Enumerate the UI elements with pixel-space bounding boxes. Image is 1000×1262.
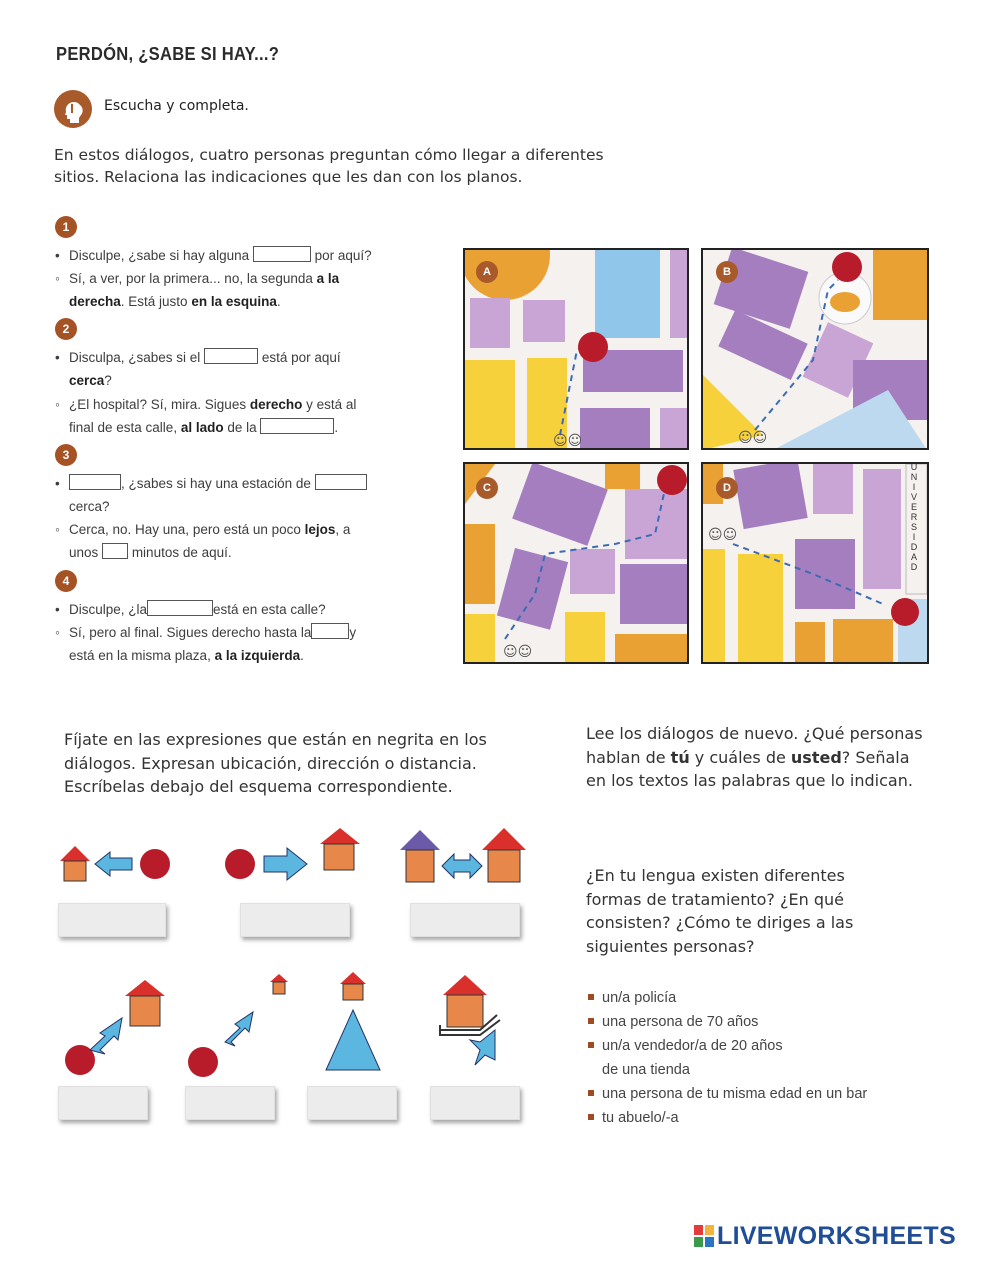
diagonal-arrow-house-icon xyxy=(60,978,170,1078)
dialogue-line: está en la misma plaza, a la izquierda. xyxy=(69,648,304,663)
list-item: una persona de tu misma edad en un bar xyxy=(588,1082,867,1106)
dialogue-line: ◦ Sí, a ver, por la primera... no, la segunda a la xyxy=(55,271,340,286)
instruction-label: Escucha y completa. xyxy=(104,98,249,114)
dialogue-number: 3 xyxy=(55,444,77,466)
liveworksheets-logo: LIVEWORKSHEETS xyxy=(694,1222,956,1251)
answer-box[interactable] xyxy=(430,1086,520,1120)
dialogue-line: • Disculpe, ¿sabe si hay alguna por aquí? xyxy=(55,248,372,263)
persons-list xyxy=(588,986,867,1130)
list-item: una persona de 70 años xyxy=(588,1010,867,1034)
dialogue-line: • Disculpe, ¿la está en esta calle? xyxy=(55,602,326,617)
map-label: B xyxy=(716,261,738,283)
page-title: PERDÓN, ¿SABE SI HAY...? xyxy=(56,44,280,64)
intro-text: En estos diálogos, cuatro personas preguntan cómo llegar a diferentes sitios. Relaciona las indicaciones que les dan con los planos. xyxy=(54,146,604,186)
map-label: D xyxy=(716,477,738,499)
dialogue-line: derecha. Está justo en la esquina. xyxy=(69,294,281,309)
dialogue-line: ◦ Cerca, no. Hay una, pero está un poco lejos, a xyxy=(55,522,351,537)
answer-box[interactable] xyxy=(240,903,350,937)
task4-text: ¿En tu lengua existen diferentes formas de tratamiento? ¿En qué consisten? ¿Cómo te diriges a las siguientes personas? xyxy=(586,866,854,956)
corner-house-icon xyxy=(435,970,515,1075)
list-item: un/a vendedor/a de 20 años xyxy=(588,1034,867,1058)
answer-box[interactable] xyxy=(58,903,166,937)
far-house-arrow-icon xyxy=(185,970,295,1080)
dialogue-number: 4 xyxy=(55,570,77,592)
blank-input[interactable] xyxy=(204,348,258,364)
blank-input[interactable] xyxy=(253,246,311,262)
street-name: U N I V E R S I D A D xyxy=(910,462,918,572)
list-item: de una tienda xyxy=(602,1062,690,1078)
dialogue-number: 1 xyxy=(55,216,77,238)
headphones-icon xyxy=(54,90,92,128)
dialogue-line: • Disculpa, ¿sabes si el está por aquí xyxy=(55,350,341,365)
list-item: un/a policía xyxy=(588,986,867,1010)
blank-input[interactable] xyxy=(260,418,334,434)
map-marker xyxy=(657,465,687,495)
house-left-arrow-icon xyxy=(50,836,180,886)
dot-right-arrow-house-icon xyxy=(222,826,362,886)
svg-text:☺☺: ☺☺ xyxy=(708,527,738,543)
blank-input[interactable] xyxy=(311,623,349,639)
answer-box[interactable] xyxy=(410,903,520,937)
answer-box[interactable] xyxy=(185,1086,275,1120)
task3-text: Lee los diálogos de nuevo. ¿Qué personas hablan de tú y cuáles de usted? Señala en los textos las palabras que lo indican. xyxy=(586,724,923,790)
map-marker xyxy=(891,598,919,626)
straight-arrow-house-icon xyxy=(318,970,388,1080)
blank-input[interactable] xyxy=(69,474,121,490)
map-marker xyxy=(578,332,608,362)
dialogue-line: • , ¿sabes si hay una estación de xyxy=(55,472,367,495)
logo-mark-icon xyxy=(694,1225,714,1247)
dialogue-line: cerca? xyxy=(69,499,110,514)
svg-text:☺☺: ☺☺ xyxy=(553,433,583,448)
dialogue-line: ◦ Sí, pero al final. Sigues derecho hasta la y xyxy=(55,625,357,640)
svg-text:☺☺: ☺☺ xyxy=(503,644,533,660)
map-marker xyxy=(832,252,862,282)
map-label: C xyxy=(476,477,498,499)
list-item: tu abuelo/-a xyxy=(588,1106,867,1130)
blank-input[interactable] xyxy=(315,474,367,490)
dialogue-number: 2 xyxy=(55,318,77,340)
blank-input[interactable] xyxy=(147,600,213,616)
dialogue-line: ◦ ¿El hospital? Sí, mira. Sigues derecho y está al xyxy=(55,397,357,412)
two-houses-arrow-icon xyxy=(398,826,528,888)
dialogue-line: unos minutos de aquí. xyxy=(69,545,232,560)
dialogue-line: cerca? xyxy=(69,373,112,388)
map-label: A xyxy=(476,261,498,283)
dialogue-line: final de esta calle, al lado de la . xyxy=(69,420,339,435)
svg-text:☺☺: ☺☺ xyxy=(738,430,768,446)
task2-text: Fíjate en las expresiones que están en negrita en los diálogos. Expresan ubicación, dirección o distancia. Escríbelas debajo del esquema correspondiente. xyxy=(64,730,487,796)
map-a xyxy=(463,248,689,450)
answer-box[interactable] xyxy=(58,1086,148,1120)
blank-input[interactable] xyxy=(102,543,128,559)
answer-box[interactable] xyxy=(307,1086,397,1120)
